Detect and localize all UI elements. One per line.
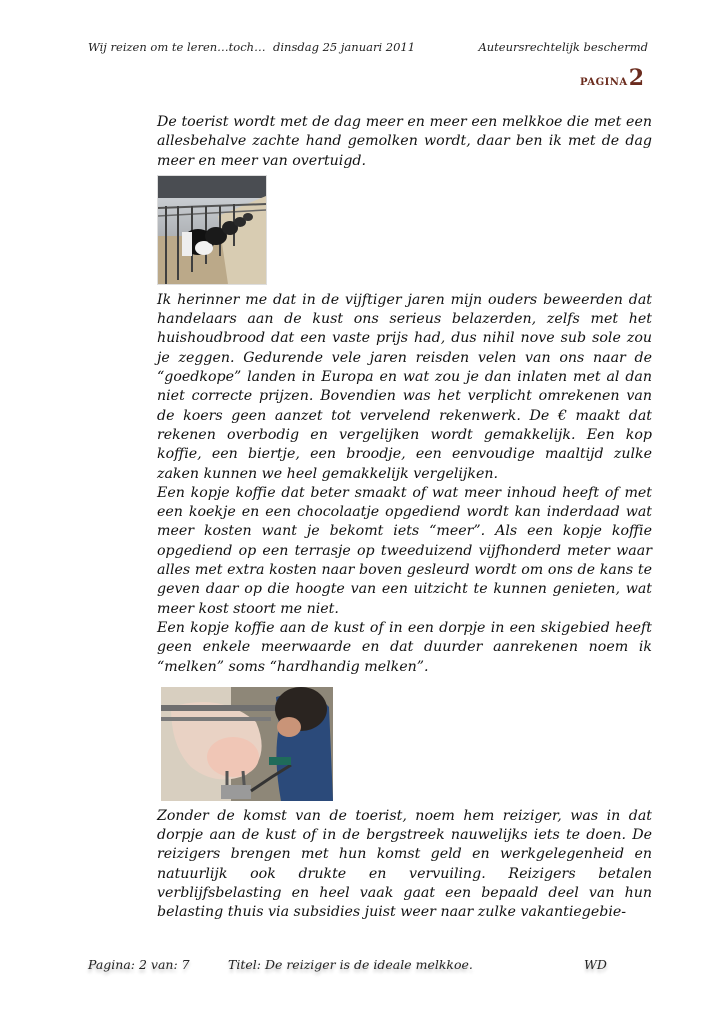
footer-title: Titel: De reiziger is de ideale melkkoe. xyxy=(228,957,473,972)
page-number: 2 xyxy=(628,65,644,91)
header-date: dinsdag 25 januari 2011 xyxy=(273,40,416,54)
cow-barn-photo xyxy=(157,175,267,285)
footer-initials: WD xyxy=(584,957,607,972)
footer-page-info: Pagina: 2 van: 7 xyxy=(88,957,190,972)
article-body xyxy=(157,113,652,923)
milking-photo xyxy=(161,687,333,801)
paragraph-2: Een kopje koffie dat beter smaakt of wat meer inhoud heeft of met een koekje en een chocolaatje opgediend wordt kan inderdaad wat meer kosten want je bekomt iets “meer”. Als een kopje koffie opgediend op een terrasje op tweeduizend vijfhonderd meter waar alles met extra kosten naar boven gesleurd wordt om ons de kans te geven daar op die hoogte van een uitzicht te kunnen genieten, wat meer kost stoort me niet. xyxy=(157,484,652,617)
page-label: PAGINA xyxy=(580,77,628,88)
header-tagline: Wij reizen om te leren…toch… xyxy=(88,40,266,54)
paragraph-4: Zonder de komst van de toerist, noem hem reiziger, was in dat dorpje aan de kust of in de bergstreek nauwelijks iets te doen. De reizigers brengen met hun komst geld en werkgelegenheid en natuurlijk ook drukte en vervuiling. Reizigers betalen verblijfsbelasting en heel vaak gaat een bepaald deel van hun belasting thuis via subsidies juist weer naar zulke vakantiegebie- xyxy=(157,807,652,921)
header-copyright: Auteursrechtelijk beschermd xyxy=(478,40,648,54)
paragraph-1: Ik herinner me dat in de vijftiger jaren mijn ouders beweerden dat handelaars aan de kust ons serieus belazerden, zelfs met het huishoudbrood dat een vaste prijs had, dus nihil nove sub sole zou je zeggen. Gedurende vele jaren reisden velen van ons naar de “goedkope” landen in Europa en wat zou je dan inlaten met al dan niet correcte prijzen. Bovendien was het verplicht omrekenen van de koers geen aanzet tot vervelend rekenwerk. De € maakt dat rekenen overbodig en vergelijken wordt gemakkelijk. Een kop koffie, een biertje, een broodje, een eenvoudige maaltijd zulke zaken kunnen we heel gemakkelijk vergelijken. xyxy=(157,291,652,482)
page-number-badge xyxy=(580,65,644,91)
page-header xyxy=(88,40,648,60)
page-footer xyxy=(88,957,648,977)
intro-paragraph: De toerist wordt met de dag meer en meer een melkkoe die met een allesbehalve zachte hand gemolken wordt, daar ben ik met de dag meer en meer van overtuigd. xyxy=(157,114,652,169)
paragraph-3: Een kopje koffie aan de kust of in een dorpje in een skigebied heeft geen enkele meerwaarde en dat duurder aanrekenen noem ik “melken” soms “hardhandig melken”. xyxy=(157,619,652,675)
